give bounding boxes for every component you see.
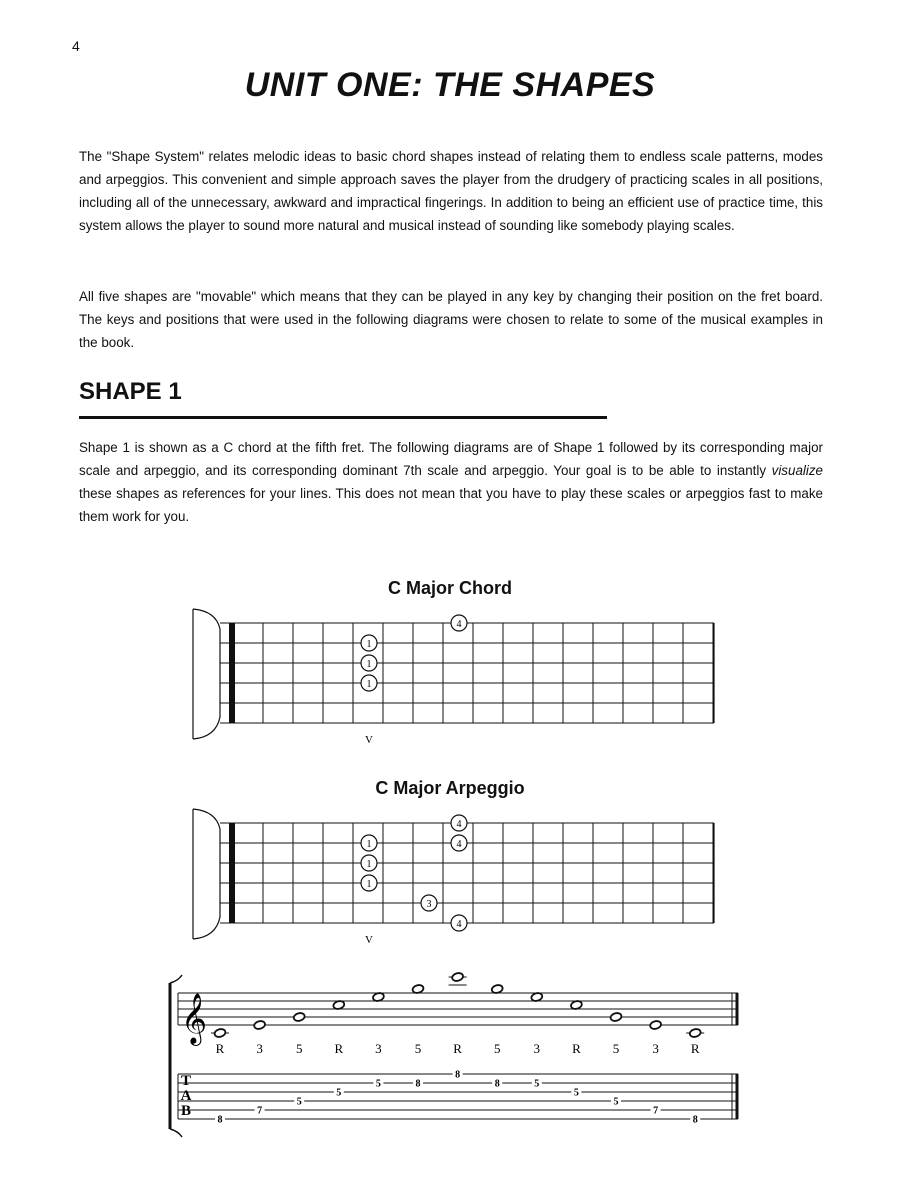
section-paragraph-text-2: these shapes as references for your lines. This does not mean that you have to play these scales or arpeggios fast to make them work for you. xyxy=(79,486,823,524)
finger-number: 1 xyxy=(366,839,372,850)
finger-number: 4 xyxy=(456,839,462,850)
finger-number: 1 xyxy=(366,859,372,870)
diagram-title-arpeggio: C Major Arpeggio xyxy=(375,778,525,798)
tab-fret-number: 7 xyxy=(653,1105,659,1117)
scale-degree-label: 3 xyxy=(652,1041,659,1056)
tab-fret-number: 5 xyxy=(336,1087,342,1099)
diagram-title-chord: C Major Chord xyxy=(388,578,512,598)
finger-number: 1 xyxy=(366,659,372,670)
scale-degree-label: 5 xyxy=(612,1041,620,1056)
whole-note xyxy=(451,972,464,982)
tab-clef-letter: A xyxy=(180,1088,192,1104)
position-label: V xyxy=(365,934,373,946)
tab-fret-number: 5 xyxy=(534,1078,540,1090)
section-paragraph-emphasis: visualize xyxy=(771,463,823,478)
whole-note xyxy=(610,1012,623,1022)
tab-fret-number: 5 xyxy=(375,1078,381,1090)
section-paragraph-text-1: Shape 1 is shown as a C chord at the fifth fret. The following diagrams are of Shape 1 followed by its corresponding major scale and arpeggio, and its corresponding dominant 7th scale and arpeggio. Your goal is to be able to instantly xyxy=(79,440,823,478)
tab-clef-letter: B xyxy=(180,1103,192,1119)
finger-number: 1 xyxy=(366,679,372,690)
whole-note xyxy=(293,1012,306,1022)
bracket-hook-top xyxy=(170,975,182,983)
tab-fret-number: 8 xyxy=(455,1069,461,1081)
section-heading: SHAPE 1 xyxy=(79,378,182,405)
tab-fret-number: 8 xyxy=(692,1114,698,1126)
scale-degree-label: R xyxy=(572,1041,581,1056)
tab-fret-number: 8 xyxy=(494,1078,500,1090)
tab-fret-number: 8 xyxy=(217,1114,223,1126)
finger-number: 1 xyxy=(366,879,372,890)
bracket-hook-bottom xyxy=(170,1129,182,1137)
tab-clef-letter: T xyxy=(180,1073,192,1089)
finger-number: 4 xyxy=(456,619,462,630)
tab-fret-number: 5 xyxy=(573,1087,579,1099)
whole-note xyxy=(689,1028,702,1038)
finger-number: 4 xyxy=(456,819,462,830)
scale-degree-label: R xyxy=(453,1041,462,1056)
intro-paragraph-2: All five shapes are "movable" which means that they can be played in any key by changing their position on the fret board. The keys and positions that were used in the following diagrams were chosen to relate to some of the musical examples in the book. xyxy=(79,289,823,350)
whole-note xyxy=(253,1020,266,1030)
intro-paragraph-1: The "Shape System" relates melodic ideas to basic chord shapes instead of relating them to endless scale patterns, modes and arpeggios. This convenient and simple approach saves the player from the drudgery of practicing scales in all positions, including all of the unnecessary, awkward and impractical fingerings. In addition to being an efficient use of practice time, this system allows the player to sound more natural and musical instead of sounding like somebody playing scales. xyxy=(79,149,823,233)
treble-clef-icon: 𝄞 xyxy=(181,994,208,1043)
scale-degree-label: R xyxy=(690,1041,700,1056)
tab-fret-number: 5 xyxy=(613,1096,619,1108)
notation-group xyxy=(170,972,738,1137)
scale-degree-label: 3 xyxy=(375,1041,382,1056)
tab-fret-number: 7 xyxy=(257,1105,263,1117)
scale-degree-label: 5 xyxy=(414,1041,422,1056)
position-label: V xyxy=(365,734,373,746)
finger-number: 1 xyxy=(366,639,372,650)
scale-degree-label: R xyxy=(334,1041,344,1056)
whole-note xyxy=(649,1020,662,1030)
finger-number: 4 xyxy=(456,919,462,930)
scale-degree-label: 3 xyxy=(533,1041,541,1056)
tab-fret-number: 8 xyxy=(415,1078,421,1090)
unit-title: UNIT ONE: THE SHAPES xyxy=(244,66,656,104)
scale-degree-label: 5 xyxy=(295,1041,303,1056)
scale-degree-label: R xyxy=(215,1041,225,1056)
page-number: 4 xyxy=(72,38,80,54)
scale-degree-label: 3 xyxy=(256,1041,263,1056)
scale-degree-label: 5 xyxy=(493,1041,501,1056)
whole-note xyxy=(214,1028,227,1038)
finger-number: 3 xyxy=(426,899,432,910)
tab-fret-number: 5 xyxy=(296,1096,302,1108)
